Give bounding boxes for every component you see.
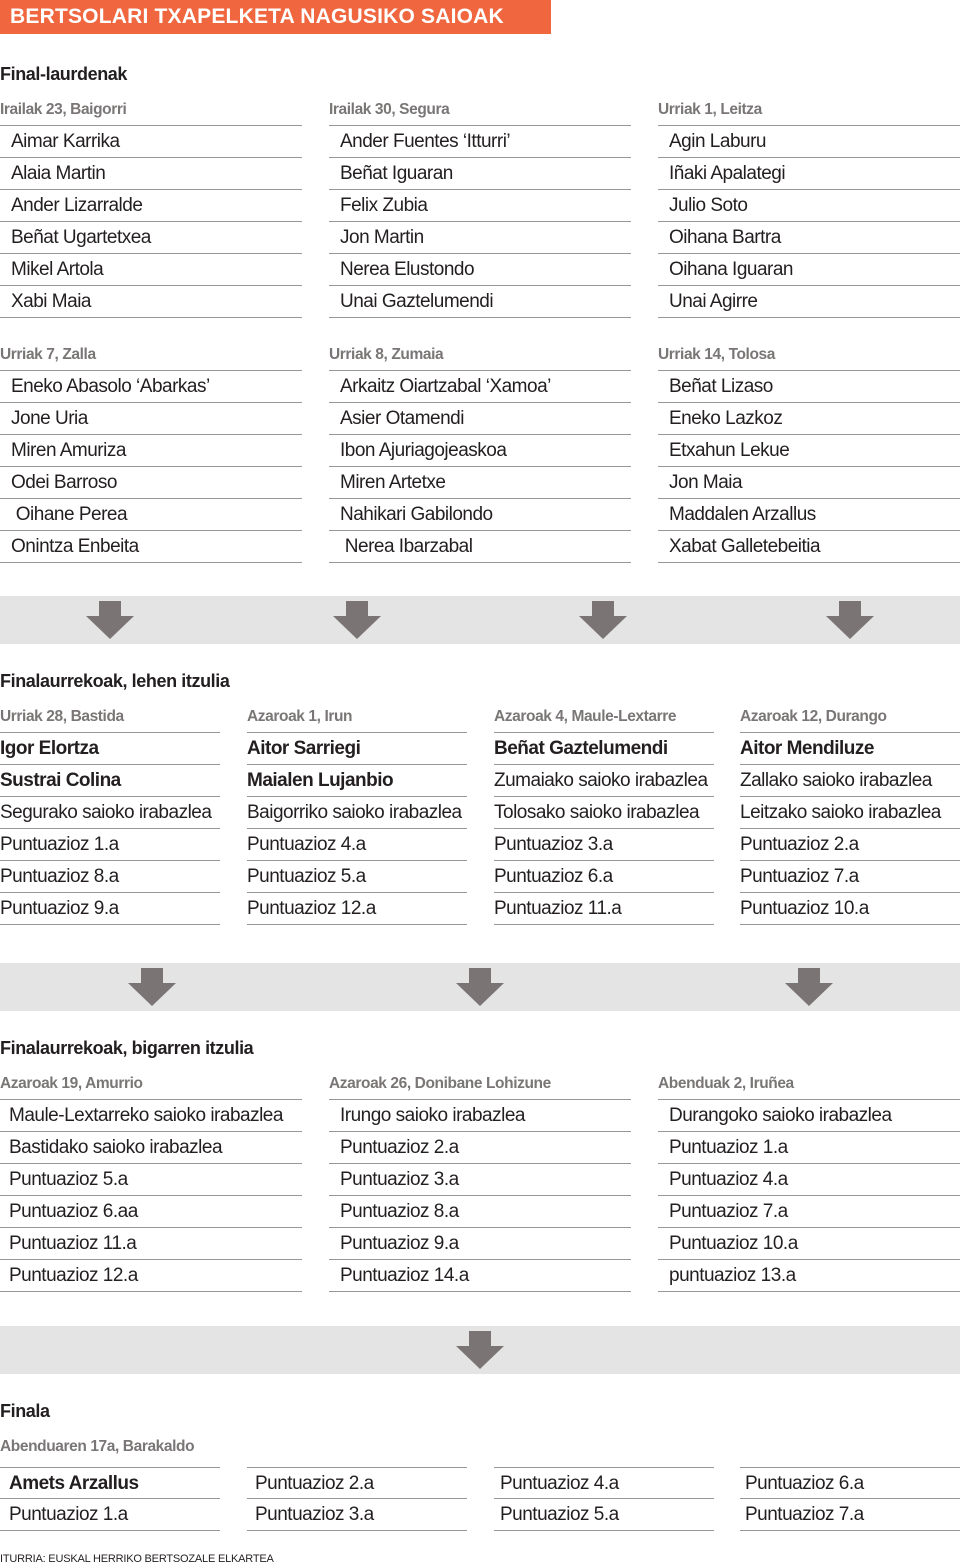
list-item: Puntuazioz 3.a	[494, 829, 714, 861]
list-item: Ander Fuentes ‘Itturri’	[329, 126, 631, 158]
list-item: Jon Maia	[658, 467, 960, 499]
list-item: Eneko Abasolo ‘Abarkas’	[0, 371, 302, 403]
list-item: Beñat Ugartetxea	[0, 222, 302, 254]
list-item: Oihana Iguaran	[658, 254, 960, 286]
list-item: Puntuazioz 4.a	[494, 1467, 714, 1499]
list-item: Agin Laburu	[658, 126, 960, 158]
list-item: Beñat Lizaso	[658, 371, 960, 403]
list-item: Leitzako saioko irabazlea	[740, 797, 960, 829]
list-item: Jone Uria	[0, 403, 302, 435]
list-item: Puntuazioz 5.a	[247, 861, 467, 893]
group-bastida	[0, 705, 220, 925]
list-item: Ibon Ajuriagojeaskoa	[329, 435, 631, 467]
group-head: Irailak 30, Segura	[329, 98, 631, 126]
list-item: Onintza Enbeita	[0, 531, 302, 563]
finalist-name: Amets Arzallus	[9, 1473, 139, 1494]
list-item: Tolosako saioko irabazlea	[494, 797, 714, 829]
list-item: Igor Elortza	[0, 733, 220, 765]
list-item: Eneko Lazkoz	[658, 403, 960, 435]
list-item: Puntuazioz 3.a	[329, 1164, 631, 1196]
group-donibane-lohizune	[329, 1072, 631, 1292]
group-head: Azaroak 1, Irun	[247, 705, 467, 733]
list-item: Jon Martin	[329, 222, 631, 254]
down-arrow-icon	[456, 1331, 504, 1369]
list-item: Xabat Galletebeitia	[658, 531, 960, 563]
list-item: Puntuazioz 5.a	[0, 1164, 302, 1196]
group-head: Azaroak 4, Maule-Lextarre	[494, 705, 714, 733]
down-arrow-icon	[826, 601, 874, 639]
list-item: Puntuazioz 12.a	[247, 893, 467, 925]
section-title-quarterfinals: Final-laurdenak	[0, 64, 128, 84]
list-item: Felix Zubia	[329, 190, 631, 222]
list-item: puntuazioz 13.a	[658, 1260, 960, 1292]
down-arrow-icon	[86, 601, 134, 639]
source-credit: ITURRIA: EUSKAL HERRIKO BERTSOZALE ELKARTEA	[0, 1553, 274, 1565]
group-head: Irailak 23, Baigorri	[0, 98, 302, 126]
list-item: Puntuazioz 11.a	[494, 893, 714, 925]
list-item: Nahikari Gabilondo	[329, 499, 631, 531]
list-item: Zallako saioko irabazlea	[740, 765, 960, 797]
list-item: Puntuazioz 7.a	[740, 1499, 960, 1531]
final-group-2	[247, 1467, 467, 1531]
list-item: Puntuazioz 1.a	[658, 1132, 960, 1164]
list-item: Puntuazioz 12.a	[0, 1260, 302, 1292]
list-item: Iñaki Apalategi	[658, 158, 960, 190]
list-item: Maule-Lextarreko saioko irabazlea	[0, 1100, 302, 1132]
final-group-4	[740, 1467, 960, 1531]
list-item: Nerea Elustondo	[329, 254, 631, 286]
down-arrow-icon	[128, 968, 176, 1006]
list-item: Puntuazioz 8.a	[329, 1196, 631, 1228]
list-item: Oihane Perea	[0, 499, 302, 531]
list-item: Arkaitz Oiartzabal ‘Xamoa’	[329, 371, 631, 403]
group-head: Urriak 1, Leitza	[658, 98, 960, 126]
list-item: Puntuazioz 1.a	[0, 1499, 220, 1531]
list-item: Miren Amuriza	[0, 435, 302, 467]
list-item: Unai Gaztelumendi	[329, 286, 631, 318]
final-group-1	[0, 1467, 220, 1531]
list-item: Segurako saioko irabazlea	[0, 797, 220, 829]
list-item: Maialen Lujanbio	[247, 765, 467, 797]
group-zumaia	[329, 343, 631, 563]
arrow-band	[0, 596, 960, 644]
list-item: Puntuazioz 4.a	[658, 1164, 960, 1196]
list-item: Durangoko saioko irabazlea	[658, 1100, 960, 1132]
section-title-semifinals-second: Finalaurrekoak, bigarren itzulia	[0, 1038, 254, 1058]
list-item: Puntuazioz 2.a	[740, 829, 960, 861]
list-item: Puntuazioz 7.a	[658, 1196, 960, 1228]
group-zalla	[0, 343, 302, 563]
list-item: Puntuazioz 6.a	[740, 1467, 960, 1499]
list-item: Puntuazioz 7.a	[740, 861, 960, 893]
list-item: Zumaiako saioko irabazlea	[494, 765, 714, 797]
down-arrow-icon	[785, 968, 833, 1006]
list-item: Ander Lizarralde	[0, 190, 302, 222]
page-title: BERTSOLARI TXAPELKETA NAGUSIKO SAIOAK	[0, 0, 551, 34]
group-amurrio	[0, 1072, 302, 1292]
list-item: Puntuazioz 3.a	[247, 1499, 467, 1531]
group-head: Azaroak 12, Durango	[740, 705, 960, 733]
list-item: Puntuazioz 10.a	[658, 1228, 960, 1260]
list-item: Miren Artetxe	[329, 467, 631, 499]
list-item: Puntuazioz 8.a	[0, 861, 220, 893]
down-arrow-icon	[333, 601, 381, 639]
list-item: Puntuazioz 9.a	[0, 893, 220, 925]
list-item: Aimar Karrika	[0, 126, 302, 158]
group-head: Urriak 28, Bastida	[0, 705, 220, 733]
down-arrow-icon	[456, 968, 504, 1006]
final-group-3	[494, 1467, 714, 1531]
group-head: Urriak 8, Zumaia	[329, 343, 631, 371]
down-arrow-icon	[579, 601, 627, 639]
group-head: Azaroak 26, Donibane Lohizune	[329, 1072, 631, 1100]
group-head: Abenduak 2, Iruñea	[658, 1072, 960, 1100]
list-item: Puntuazioz 5.a	[494, 1499, 714, 1531]
group-irun	[247, 705, 467, 925]
group-durango	[740, 705, 960, 925]
list-item: Julio Soto	[658, 190, 960, 222]
list-item: Aitor Mendiluze	[740, 733, 960, 765]
list-item: Irungo saioko irabazlea	[329, 1100, 631, 1132]
list-item: Puntuazioz 6.a	[494, 861, 714, 893]
list-item: Puntuazioz 10.a	[740, 893, 960, 925]
group-head: Azaroak 19, Amurrio	[0, 1072, 302, 1100]
list-item: Nerea Ibarzabal	[329, 531, 631, 563]
list-item: Beñat Gaztelumendi	[494, 733, 714, 765]
group-iruñea	[658, 1072, 960, 1292]
list-item: Sustrai Colina	[0, 765, 220, 797]
list-item: Alaia Martin	[0, 158, 302, 190]
list-item: Beñat Iguaran	[329, 158, 631, 190]
section-title-semifinals-first: Finalaurrekoak, lehen itzulia	[0, 671, 230, 691]
group-tolosa	[658, 343, 960, 563]
list-item: Odei Barroso	[0, 467, 302, 499]
list-item: Puntuazioz 2.a	[329, 1132, 631, 1164]
list-item: Puntuazioz 9.a	[329, 1228, 631, 1260]
list-item: Puntuazioz 6.aa	[0, 1196, 302, 1228]
list-item: Asier Otamendi	[329, 403, 631, 435]
list-item: Puntuazioz 11.a	[0, 1228, 302, 1260]
group-head: Urriak 7, Zalla	[0, 343, 302, 371]
list-item: Baigorriko saioko irabazlea	[247, 797, 467, 829]
group-baigorri	[0, 98, 302, 318]
list-item: Puntuazioz 4.a	[247, 829, 467, 861]
list-item	[0, 1467, 220, 1499]
final-head: Abenduaren 17a, Barakaldo	[0, 1438, 195, 1455]
group-maule-lextarre	[494, 705, 714, 925]
list-item: Puntuazioz 1.a	[0, 829, 220, 861]
list-item: Unai Agirre	[658, 286, 960, 318]
group-segura	[329, 98, 631, 318]
list-item: Xabi Maia	[0, 286, 302, 318]
list-item: Oihana Bartra	[658, 222, 960, 254]
group-head: Urriak 14, Tolosa	[658, 343, 960, 371]
list-item: Aitor Sarriegi	[247, 733, 467, 765]
section-title-final: Finala	[0, 1401, 50, 1421]
list-item: Puntuazioz 2.a	[247, 1467, 467, 1499]
group-leitza	[658, 98, 960, 318]
list-item: Etxahun Lekue	[658, 435, 960, 467]
list-item: Bastidako saioko irabazlea	[0, 1132, 302, 1164]
list-item: Maddalen Arzallus	[658, 499, 960, 531]
list-item: Mikel Artola	[0, 254, 302, 286]
list-item: Puntuazioz 14.a	[329, 1260, 631, 1292]
